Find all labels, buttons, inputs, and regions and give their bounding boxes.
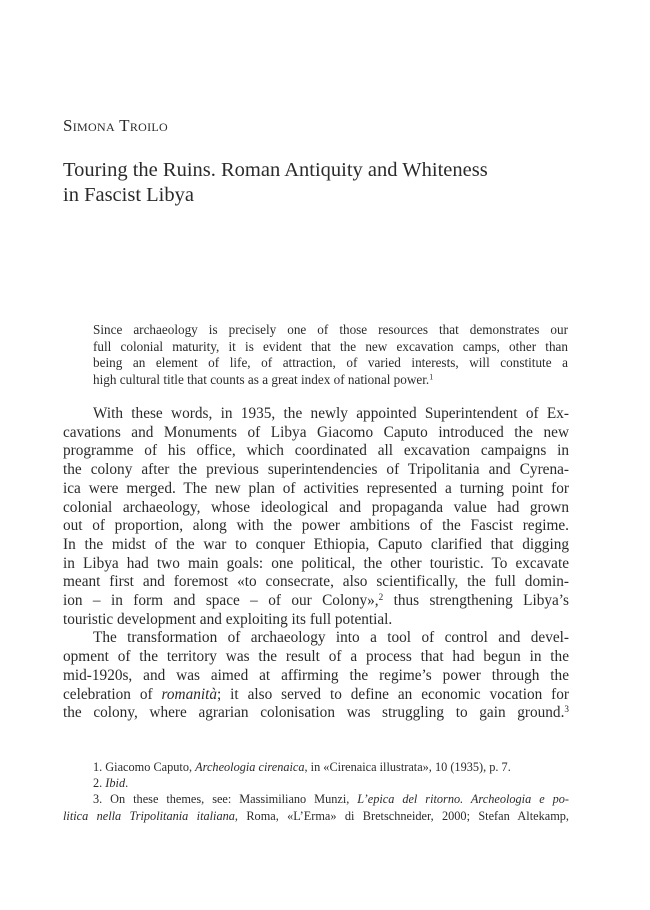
italic-term: romanità <box>161 685 218 703</box>
paragraph-line: In the midst of the war to conquer Ethiopia, Caputo clarified that digging <box>63 535 569 553</box>
paragraph-line: cavations and Monuments of Libya Giacomo Caputo introduced the new <box>63 423 569 441</box>
quote-line: full colonial maturity, it is evident that the new excavation camps, other than <box>93 338 568 354</box>
paragraph-line: mid-1920s, and was aimed at affirming the regime’s power through the <box>63 666 569 684</box>
footnote-2: 2. Ibid. <box>93 776 129 791</box>
paragraph-line: The transformation of archaeology into a tool of control and devel- <box>93 629 569 647</box>
article-title <box>63 158 583 208</box>
paragraph-line: in Libya had two main goals: one political, the other touristic. To excavate <box>63 554 569 572</box>
quote-line: high cultural title that counts as a great index of national power.$^1$ <box>93 371 434 387</box>
footnote-ref: 2 <box>378 592 384 602</box>
paragraph-line: the colony, where agrarian colonisation was struggling to gain ground.$^3$ <box>63 704 569 722</box>
footnote-3-cont: litica nella Tripolitania italiana, Roma, «L’Erma» di Bretschneider, 2000; Stefan Altekamp, <box>63 808 569 823</box>
footnote-1: 1. Giacomo Caputo, Archeologia cirenaica, in «Cirenaica illustrata», 10 (1935), p. 7. <box>93 760 511 774</box>
footnote-3: 3. On these themes, see: Massimiliano Munzi, L’epica del ritorno. Archeologia e po- <box>93 792 569 807</box>
paragraph-line: meant first and foremost «to consecrate, also scientifically, the full domin- <box>63 573 569 591</box>
paragraph-line: touristic development and exploiting its full potential. <box>63 610 393 628</box>
footnote-ref: 1 <box>429 372 434 382</box>
paragraph-line: colonial archaeology, whose ideological and propaganda value had grown <box>63 498 569 516</box>
footnotes <box>63 759 569 824</box>
title-line: in Fascist Libya <box>63 184 194 206</box>
title-line: Touring the Ruins. Roman Antiquity and Whiteness <box>63 159 488 181</box>
body-text <box>63 405 569 723</box>
quote-line: Since archaeology is precisely one of those resources that demonstrates our <box>93 322 568 337</box>
paragraph-line: the colony after the previous superintendencies of Tripolitania and Cyrena- <box>63 461 569 479</box>
paragraph-line: celebration of romanità; it also served to define an economic vocation for <box>63 685 569 703</box>
paragraph-line: out of proportion, along with the power ambitions of the Fascist regime. <box>63 517 569 535</box>
paragraph-line: ion – in form and space – of our Colony»,$^2$ thus strengthening Libya’s <box>63 592 569 610</box>
footnote-ref: 3 <box>564 704 569 715</box>
paragraph-line: opment of the territory was the result of a process that had begun in the <box>63 648 569 666</box>
paragraph-line: With these words, in 1935, the newly appointed Superintendent of Ex- <box>93 405 569 422</box>
paragraph-line: ica were merged. The new plan of activities represented a turning point for <box>63 479 569 497</box>
quote-line: being an element of life, of attraction, of varied interests, will constitute a <box>93 355 568 370</box>
block-quote <box>93 322 568 388</box>
paragraph-line: programme of his office, which coordinated all excavation campaigns in <box>63 442 569 460</box>
author-name: Simona Troilo <box>63 116 169 135</box>
